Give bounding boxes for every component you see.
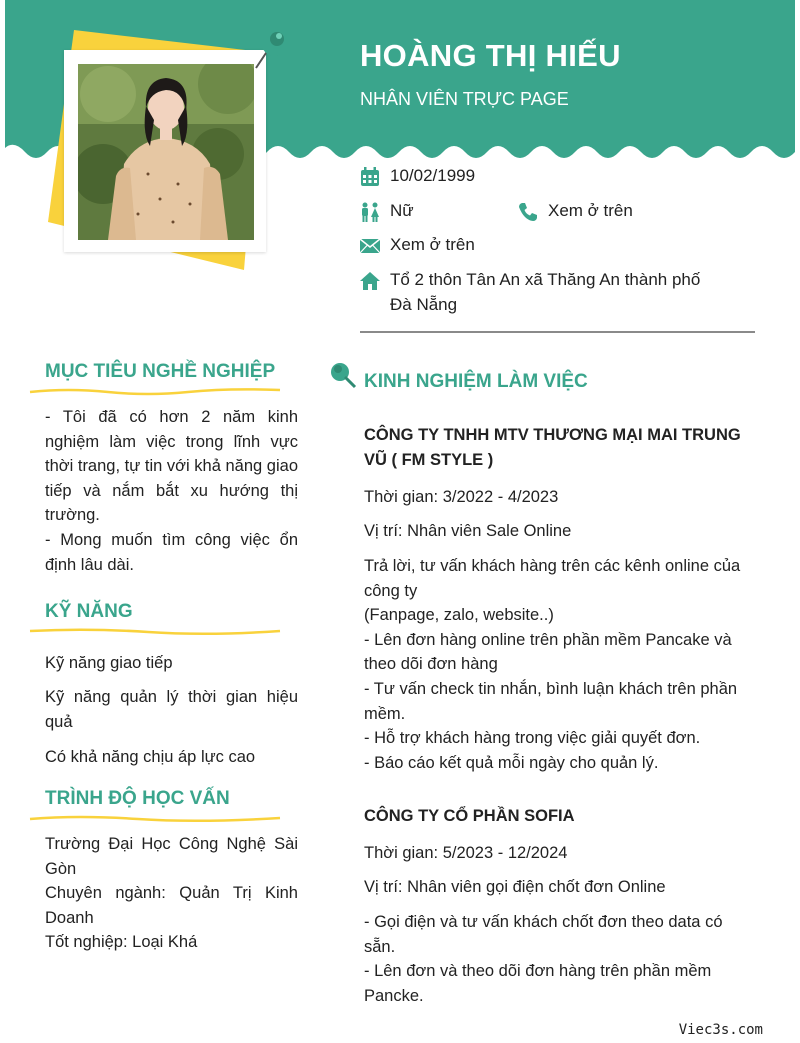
job-2 xyxy=(364,804,744,829)
address-line-1: Tổ 2 thôn Tân An xã Thăng An thành phố xyxy=(390,270,701,289)
phone-icon xyxy=(518,202,538,222)
job-1-desc-line: - Báo cáo kết quả mỗi ngày cho quản lý. xyxy=(364,753,659,772)
gender-icon xyxy=(360,202,380,222)
education-title: TRÌNH ĐỘ HỌC VẤN xyxy=(45,788,230,809)
contact-divider xyxy=(360,331,755,333)
gender-value: Nữ xyxy=(390,201,414,220)
objective-text xyxy=(45,405,298,577)
skills-underline xyxy=(28,626,282,638)
education-school: Trường Đại Học Công Nghệ Sài Gòn xyxy=(45,835,298,878)
email-row xyxy=(360,235,475,257)
objective-line-1: - Tôi đã có hơn 2 năm kinh nghiệm làm việc trong lĩnh vực thời trang, tự tin với khả năng giao tiếp và nắm bắt xu hướng thị trường. xyxy=(45,408,298,525)
objective-underline xyxy=(28,386,282,398)
home-icon xyxy=(360,271,380,291)
watermark: Viec3s.com xyxy=(678,1022,763,1038)
job-1-desc-line: (Fanpage, zalo, website..) xyxy=(364,606,554,625)
address-row xyxy=(360,270,700,317)
mail-icon xyxy=(360,236,380,256)
job-1 xyxy=(364,423,744,473)
education-major: Chuyên ngành: Quản Trị Kinh Doanh xyxy=(45,884,298,927)
job-2-company: CÔNG TY CỔ PHẦN SOFIA xyxy=(364,807,575,825)
job-1-desc-line: Trả lời, tư vấn khách hàng trên các kênh online của công ty xyxy=(364,557,741,600)
phone-row xyxy=(518,201,633,223)
profile-photo xyxy=(78,64,254,240)
birthday-value: 10/02/1999 xyxy=(390,166,476,185)
pushpin-icon xyxy=(248,24,290,72)
phone-value: Xem ở trên xyxy=(548,201,633,220)
calendar-icon xyxy=(360,167,380,187)
address-line-2: Đà Nẵng xyxy=(390,295,458,314)
job-1-role: Vị trí: Nhân viên Sale Online xyxy=(364,522,572,540)
job-1-desc-line: - Hỗ trợ khách hàng trong việc giải quyết đơn. xyxy=(364,729,701,748)
job-2-description xyxy=(364,910,744,1008)
job-1-desc-line: - Tư vấn check tin nhắn, bình luận khách trên phần mềm. xyxy=(364,679,738,723)
skills-section xyxy=(45,601,298,623)
experience-title: KINH NGHIỆM LÀM VIỆC xyxy=(364,371,588,392)
birthday-row xyxy=(360,166,475,188)
objective-section xyxy=(45,361,298,383)
education-section xyxy=(45,788,298,810)
job-2-role: Vị trí: Nhân viên gọi điện chốt đơn Online xyxy=(364,878,666,896)
gender-row xyxy=(360,201,414,223)
candidate-name: HOÀNG THỊ HIẾU xyxy=(360,38,621,73)
skill-item: Kỹ năng giao tiếp xyxy=(45,654,173,672)
skill-item: Có khả năng chịu áp lực cao xyxy=(45,748,256,766)
job-1-description xyxy=(364,554,744,775)
education-grade: Tốt nghiệp: Loại Khá xyxy=(45,933,198,952)
job-1-time: Thời gian: 3/2022 - 4/2023 xyxy=(364,488,559,506)
job-2-desc-line: - Lên đơn và theo dõi đơn hàng trên phần mềm Pancke. xyxy=(364,962,712,1005)
job-2-time: Thời gian: 5/2023 - 12/2024 xyxy=(364,844,568,862)
email-value: Xem ở trên xyxy=(390,235,475,254)
education-underline xyxy=(28,813,282,825)
skills-title: KỸ NĂNG xyxy=(45,601,133,622)
address-value xyxy=(390,267,700,317)
objective-line-2: - Mong muốn tìm công việc ổn định lâu dài. xyxy=(45,530,298,574)
objective-title: MỤC TIÊU NGHỀ NGHIỆP xyxy=(45,361,276,382)
profile-photo-card xyxy=(64,50,266,252)
job-2-desc-line: - Gọi điện và tư vấn khách chốt đơn theo data có sẵn. xyxy=(364,913,723,956)
job-1-company: CÔNG TY TNHH MTV THƯƠNG MẠI MAI TRUNG VŨ ( FM STYLE ) xyxy=(364,426,741,469)
candidate-position: NHÂN VIÊN TRỰC PAGE xyxy=(360,89,569,109)
education-text xyxy=(45,832,298,955)
pushpin-icon xyxy=(328,360,358,390)
skill-item: Kỹ năng quản lý thời gian hiệu quả xyxy=(45,688,298,731)
job-1-desc-line: - Lên đơn hàng online trên phần mềm Pancake và theo dõi đơn hàng xyxy=(364,630,732,674)
